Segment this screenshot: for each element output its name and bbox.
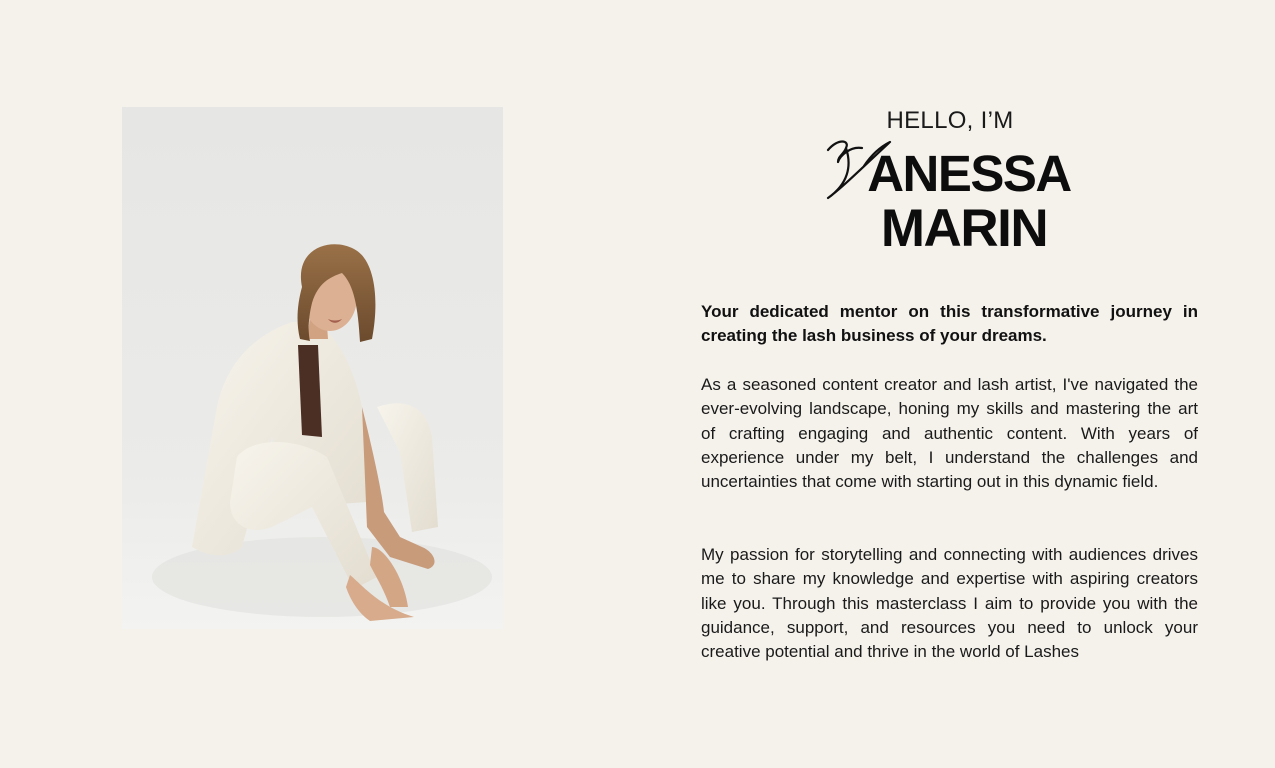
first-name-rest: ANESSA [867,145,1071,202]
first-name-heading [700,146,1200,202]
script-v-glyph [824,136,896,202]
bio-paragraph-2: My passion for storytelling and connecting with audiences drives me to share my knowledge and expertise with aspiring creators like you. Through this masterclass I aim to provide you with the guidance, support, and resources you need to unlock your creative potential and thrive in the world of Lashes [701,545,1198,662]
greeting-heading: HELLO, I’M [886,107,1014,134]
bio-lead: Your dedicated mentor on this transformative journey in creating the lash business of your dreams. [701,302,1198,346]
bio-paragraph-1: As a seasoned content creator and lash artist, I've navigated the ever-evolving landscape, honing my skills and mastering the art of crafting engaging and authentic content. With years of experience under my belt, I understand the challenges and uncertainties that come with starting out in this dynamic field. [701,375,1198,492]
profile-photo [122,107,503,629]
portrait-illustration [122,107,503,629]
last-name-heading: MARIN [880,199,1048,258]
